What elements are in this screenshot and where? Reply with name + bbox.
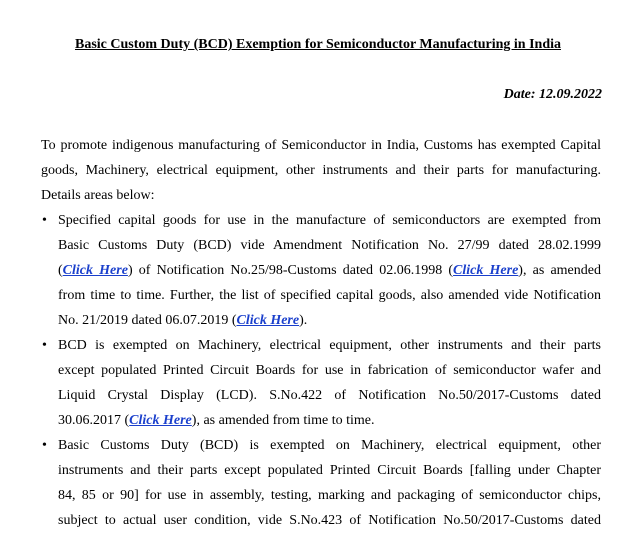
list-item-text: from time to time. Further, the list of specified capital goods, also amended vide Notification bbox=[58, 288, 601, 303]
list-item-capital-goods bbox=[0, 208, 601, 333]
list-item-text: Specified capital goods for use in the manufacture of semiconductors are exempted from bbox=[58, 213, 601, 228]
list-item-text: 30.06.2017 (Click Here), as amended from time to time. bbox=[58, 413, 375, 428]
list-item-text: (Click Here) of Notification No.25/98-Customs dated 02.06.1998 (Click Here), as amended bbox=[58, 263, 601, 278]
bullet-icon: • bbox=[42, 338, 47, 353]
document-title: Basic Custom Duty (BCD) Exemption for Semiconductor Manufacturing in India bbox=[74, 37, 561, 52]
list-item-assembly-testing bbox=[0, 433, 601, 533]
list-item-text: BCD is exempted on Machinery, electrical equipment, other instruments and their parts bbox=[58, 338, 601, 353]
bullet-icon: • bbox=[42, 438, 47, 453]
list-item-text: Basic Customs Duty (BCD) vide Amendment Notification No. 27/99 dated 28.02.1999 bbox=[58, 238, 601, 253]
exemption-list bbox=[0, 208, 636, 533]
click-here-link[interactable]: Click Here bbox=[129, 413, 192, 428]
list-item-text: 84, 85 or 90] for use in assembly, testing, marking and packaging of semiconductor chips, bbox=[58, 488, 601, 503]
click-here-link[interactable]: Click Here bbox=[62, 263, 128, 278]
list-item-text: except populated Printed Circuit Boards for use in fabrication of semiconductor wafer and bbox=[58, 363, 601, 378]
list-item-text: instruments and their parts except populated Printed Circuit Boards [falling under Chapter bbox=[58, 463, 601, 478]
intro-line: Details areas below: bbox=[41, 188, 155, 203]
list-item-text: Basic Customs Duty (BCD) is exempted on Machinery, electrical equipment, other bbox=[58, 438, 601, 453]
list-item-text: subject to actual user condition, vide S.No.423 of Notification No.50/2017-Customs dated bbox=[58, 513, 601, 528]
bullet-icon: • bbox=[42, 213, 47, 228]
list-item-text: No. 21/2019 dated 06.07.2019 (Click Here). bbox=[58, 313, 308, 328]
click-here-link[interactable]: Click Here bbox=[236, 313, 300, 328]
list-item-text: Liquid Crystal Display (LCD). S.No.422 of Notification No.50/2017-Customs dated bbox=[58, 388, 601, 403]
intro-paragraph bbox=[41, 133, 601, 208]
intro-line: goods, Machinery, electrical equipment, other instruments and their parts for manufacturing. bbox=[41, 163, 601, 178]
list-item-fabrication bbox=[0, 333, 601, 433]
document-date: Date: 12.09.2022 bbox=[503, 87, 602, 102]
intro-line: To promote indigenous manufacturing of Semiconductor in India, Customs has exempted Capital bbox=[41, 138, 601, 153]
click-here-link[interactable]: Click Here bbox=[453, 263, 519, 278]
